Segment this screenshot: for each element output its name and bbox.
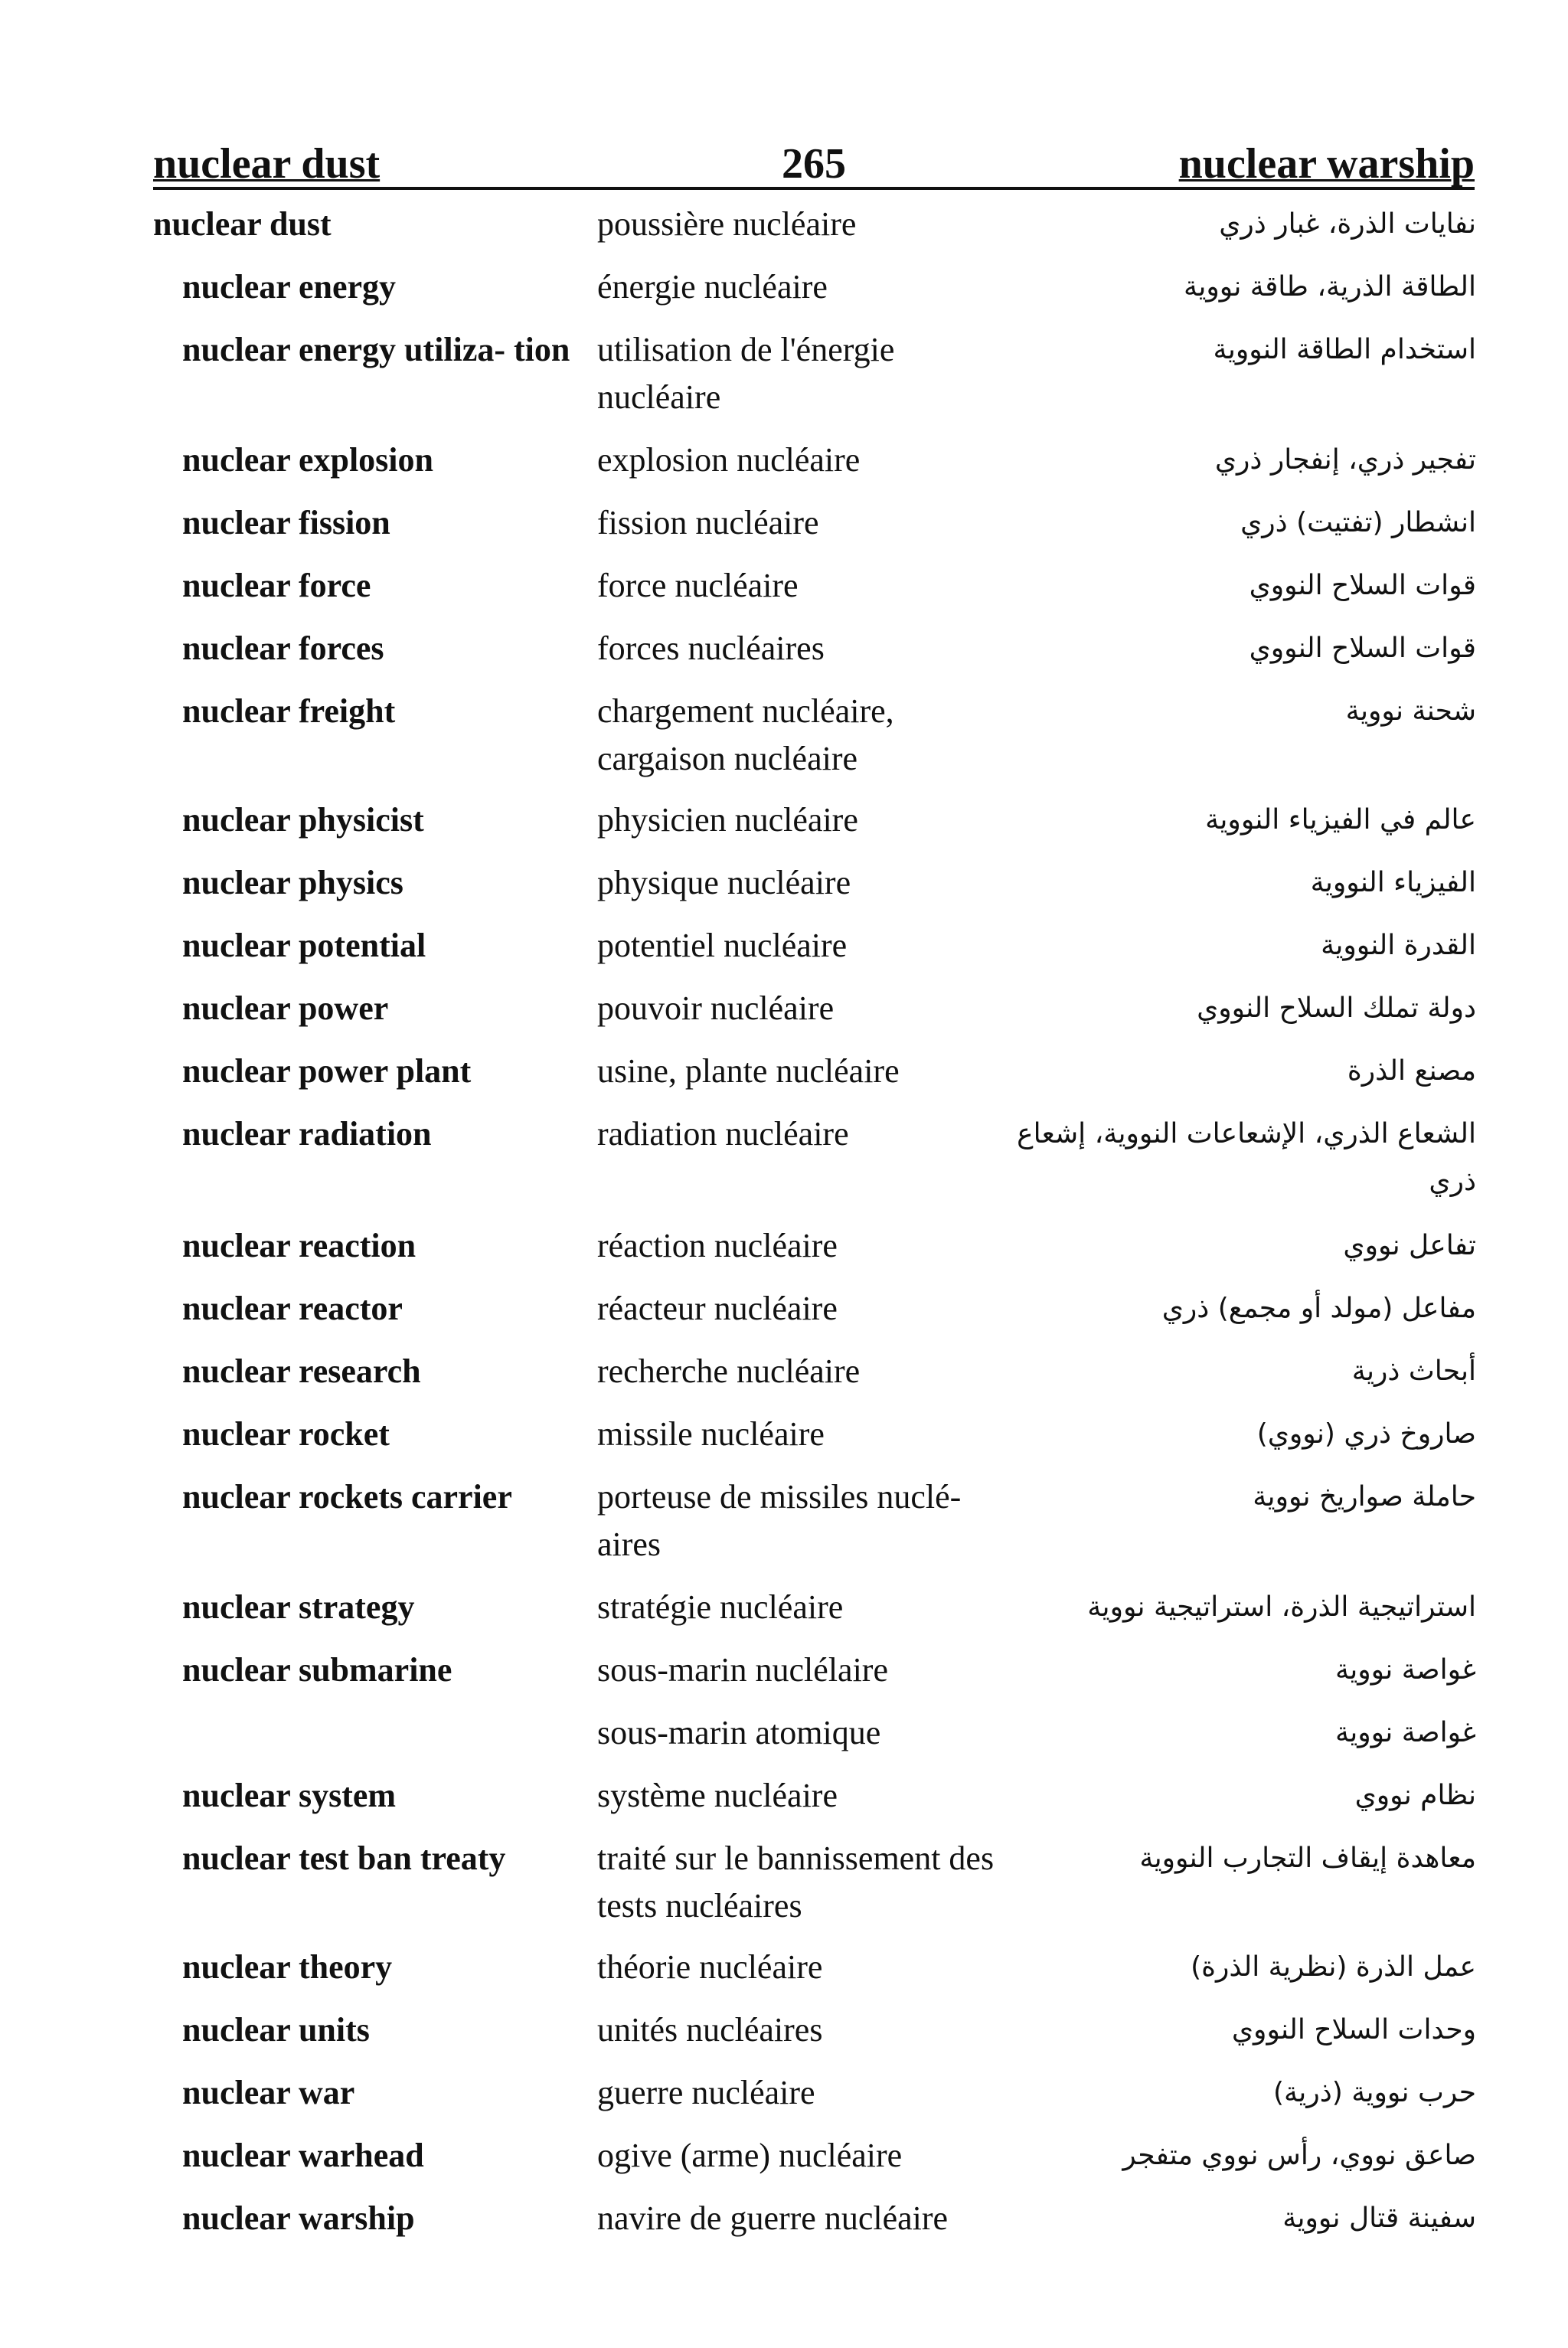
english-term: nuclear strategy bbox=[182, 1588, 415, 1626]
french-term: missile nucléaire bbox=[597, 1415, 825, 1453]
arabic-term: صاعق نووي، رأس نووي متفجر bbox=[1122, 2140, 1476, 2171]
french-term: porteuse de missiles nuclé- aires bbox=[597, 1478, 962, 1563]
english-term: nuclear units bbox=[182, 2011, 370, 2049]
arabic-term: حرب نووية (ذرية) bbox=[1272, 2077, 1476, 2108]
arabic-term: وحدات السلاح النووي bbox=[1231, 2014, 1476, 2046]
french-term: usine, plante nucléaire bbox=[597, 1052, 900, 1090]
english-term: nuclear warhead bbox=[182, 2137, 424, 2174]
arabic-term: صاروخ ذري (نووي) bbox=[1256, 1418, 1476, 1450]
arabic-term: القدرة النووية bbox=[1321, 930, 1476, 961]
french-term: fission nucléaire bbox=[597, 504, 819, 541]
english-term: nuclear system bbox=[182, 1777, 397, 1814]
arabic-term: الشعاع الذري، الإشعاعات النووية، إشعاع ذري bbox=[1017, 1118, 1476, 1197]
english-term: nuclear freight bbox=[182, 692, 396, 730]
page-number: 265 bbox=[782, 140, 846, 188]
french-term: réaction nucléaire bbox=[597, 1227, 838, 1264]
arabic-term: دولة تملك السلاح النووي bbox=[1197, 993, 1476, 1024]
page-header bbox=[153, 129, 1475, 190]
french-term: recherche nucléaire bbox=[597, 1352, 861, 1390]
french-term: théorie nucléaire bbox=[597, 1948, 823, 1986]
french-term: ogive (arme) nucléaire bbox=[597, 2137, 903, 2174]
french-term: chargement nucléaire, cargaison nucléaire bbox=[597, 692, 894, 777]
french-term: guerre nucléaire bbox=[597, 2074, 815, 2111]
english-term: nuclear war bbox=[182, 2074, 355, 2111]
english-term: nuclear warship bbox=[182, 2199, 415, 2237]
arabic-term: مفاعل (مولد أو مجمع) ذري bbox=[1161, 1293, 1476, 1324]
arabic-term: انشطار (تفتيت) ذري bbox=[1240, 507, 1476, 538]
english-term: nuclear submarine bbox=[182, 1651, 452, 1689]
arabic-term: قوات السلاح النووي bbox=[1249, 633, 1476, 664]
english-term: nuclear radiation bbox=[182, 1115, 432, 1153]
english-term: nuclear forces bbox=[182, 630, 384, 667]
french-term: sous-marin nuclélaire bbox=[597, 1651, 888, 1689]
french-term: forces nucléaires bbox=[597, 630, 825, 667]
arabic-term: الطاقة الذرية، طاقة نووية bbox=[1184, 271, 1476, 302]
french-term: unités nucléaires bbox=[597, 2011, 823, 2049]
french-term: système nucléaire bbox=[597, 1777, 838, 1814]
english-term: nuclear power bbox=[182, 989, 389, 1027]
english-term: nuclear energy utiliza- tion bbox=[182, 331, 570, 368]
french-term: réacteur nucléaire bbox=[597, 1290, 838, 1327]
english-term: nuclear test ban treaty bbox=[182, 1839, 506, 1877]
arabic-term: تفاعل نووي bbox=[1343, 1230, 1476, 1261]
arabic-term: سفينة قتال نووية bbox=[1282, 2202, 1476, 2234]
arabic-term: غواصة نووية bbox=[1334, 1717, 1476, 1748]
arabic-term: عالم في الفيزياء النووية bbox=[1205, 804, 1476, 836]
french-term: sous-marin atomique bbox=[597, 1714, 881, 1751]
english-term: nuclear rockets carrier bbox=[182, 1478, 512, 1516]
french-term: potentiel nucléaire bbox=[597, 927, 848, 964]
french-term: stratégie nucléaire bbox=[597, 1588, 844, 1626]
french-term: physicien nucléaire bbox=[597, 801, 858, 839]
arabic-term: استخدام الطاقة النووية bbox=[1213, 334, 1476, 365]
french-term: énergie nucléaire bbox=[597, 268, 828, 306]
arabic-term: أبحاث ذرية bbox=[1351, 1355, 1476, 1387]
english-term: nuclear energy bbox=[182, 268, 397, 306]
arabic-term: قوات السلاح النووي bbox=[1249, 570, 1476, 601]
arabic-term: شحنة نووية bbox=[1345, 695, 1476, 727]
english-term: nuclear reactor bbox=[182, 1290, 403, 1327]
english-term: nuclear force bbox=[182, 567, 371, 604]
english-term: nuclear research bbox=[182, 1352, 421, 1390]
english-term: nuclear physics bbox=[182, 864, 403, 901]
french-term: poussière nucléaire bbox=[597, 205, 857, 243]
french-term: utilisation de l'énergie nucléaire bbox=[597, 331, 895, 416]
arabic-term: معاهدة إيقاف التجارب النووية bbox=[1139, 1843, 1476, 1874]
english-term: nuclear theory bbox=[182, 1948, 393, 1986]
french-term: navire de guerre nucléaire bbox=[597, 2199, 949, 2237]
english-term: nuclear dust bbox=[153, 205, 332, 243]
arabic-term: نظام نووي bbox=[1354, 1780, 1476, 1811]
english-term: nuclear potential bbox=[182, 927, 426, 964]
arabic-term: تفجير ذري، إنفجار ذري bbox=[1214, 444, 1476, 476]
english-term: nuclear reaction bbox=[182, 1227, 416, 1264]
english-term: nuclear power plant bbox=[182, 1052, 472, 1090]
english-term: nuclear physicist bbox=[182, 801, 424, 839]
arabic-term: عمل الذرة (نظرية الذرة) bbox=[1191, 1951, 1476, 1983]
french-term: physique nucléaire bbox=[597, 864, 851, 901]
arabic-term: الفيزياء النووية bbox=[1310, 867, 1476, 898]
french-term: pouvoir nucléaire bbox=[597, 989, 835, 1027]
english-term: nuclear fission bbox=[182, 504, 390, 541]
english-term: nuclear rocket bbox=[182, 1415, 390, 1453]
french-term: force nucléaire bbox=[597, 567, 799, 604]
french-term: explosion nucléaire bbox=[597, 441, 861, 479]
arabic-term: غواصة نووية bbox=[1334, 1654, 1476, 1686]
right-guide-word: nuclear warship bbox=[1178, 140, 1475, 188]
english-term: nuclear explosion bbox=[182, 441, 434, 479]
french-term: traité sur le bannissement des tests nucléaires bbox=[597, 1839, 995, 1925]
arabic-term: استراتيجية الذرة، استراتيجية نووية bbox=[1087, 1591, 1476, 1623]
french-term: radiation nucléaire bbox=[597, 1115, 849, 1153]
arabic-term: نفايات الذرة، غبار ذري bbox=[1219, 208, 1476, 240]
arabic-term: حاملة صواريخ نووية bbox=[1253, 1481, 1476, 1512]
arabic-term: مصنع الذرة bbox=[1347, 1055, 1476, 1087]
left-guide-word: nuclear dust bbox=[153, 140, 381, 188]
